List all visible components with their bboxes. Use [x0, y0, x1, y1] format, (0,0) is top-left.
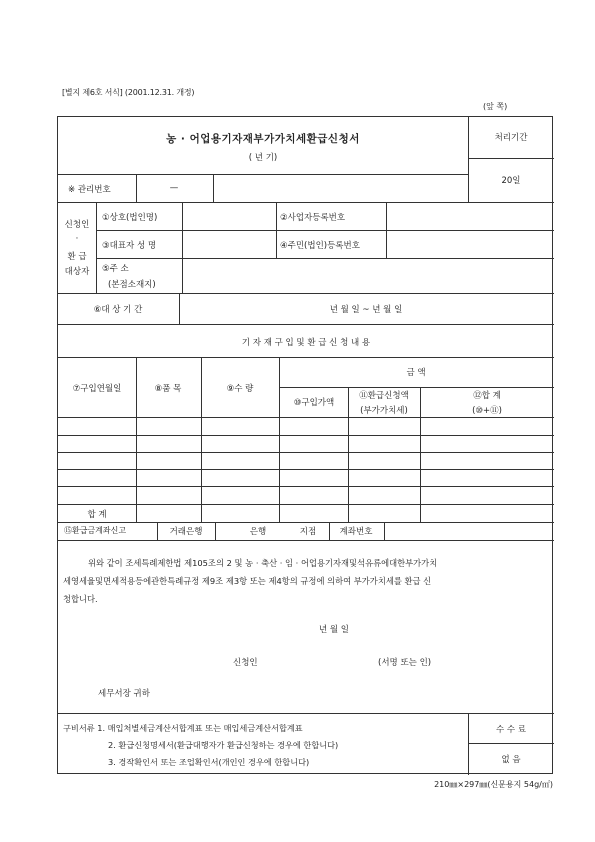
fee-value: 없 음 [501, 755, 521, 765]
col-purchase-price: ⑩구입가액 [293, 398, 335, 408]
documents-line-3: 3. 경작확인서 또는 조업확인서(개인인 경우에 한합니다) [108, 757, 310, 767]
branch-field: 지점 [299, 527, 317, 537]
address-label: ⑤주 소 [102, 264, 129, 274]
applicant-side-label-4: 대상자 [64, 267, 90, 277]
form-number: [별지 제6호 서식] (2001.12.31. 개정) [62, 88, 195, 97]
period-label: ( 년 기) [248, 153, 278, 163]
documents-line-2: 2. 환급신청명세서(환급대행자가 환급신청하는 경우에 한합니다) [108, 740, 339, 750]
application-date: 년 월 일 [318, 625, 350, 635]
total-row-label: 합 계 [87, 510, 107, 520]
target-period-label: ⑥대 상 기 간 [93, 305, 143, 315]
fee-label: 수 수 료 [495, 725, 527, 735]
signature-label: (서명 또는 인) [378, 658, 432, 668]
bank-field: 은행 [249, 527, 267, 537]
front-side-label: (앞 쪽) [483, 102, 508, 111]
addressee: 세무서장 귀하 [98, 689, 150, 699]
applicant-side-label-1: 신청인 [64, 220, 90, 230]
col-total: ⑫합 계 [473, 391, 501, 401]
applicant-side-label-3: 환 급 [67, 252, 87, 262]
col-item: ⑧품 목 [154, 384, 182, 394]
target-period-value: 년 월 일 ~ 년 월 일 [329, 305, 403, 315]
processing-value: 20일 [501, 176, 521, 186]
representative-label: ③대표자 성 명 [102, 241, 157, 251]
paper-spec: 210㎜×297㎜(신문용지 54g/㎡) [434, 780, 553, 789]
applicant-side-label-2: · [75, 234, 79, 244]
col-refund-amount: ⑪환급신청액 [359, 391, 409, 401]
resident-id-label: ④주민(법인)등록번호 [280, 241, 360, 251]
bank-label: 거래은행 [169, 527, 203, 537]
management-no-value: — [169, 183, 179, 193]
business-name-label: ①상호(법인명) [102, 213, 158, 223]
statement-line-2: 세영세율및면세적용등에관한특례규정 제9조 제3항 또는 제4항의 규정에 의하여 부가가치세를 환급 신 [63, 576, 432, 586]
statement-line-1: 위와 같이 조세특례제한법 제105조의 2 및 농 · 축산 · 임 · 어업용기자재및석유류에대한부가가치 [88, 558, 438, 568]
col-total-formula: (⑩+⑪) [472, 406, 502, 416]
documents-line-1: 구비서류 1. 매입처별세금계산서합계표 또는 매입세금계산서합계표 [63, 723, 303, 733]
section-title: 기 자 재 구 입 및 환 급 신 청 내 용 [241, 338, 371, 348]
form-frame [57, 116, 553, 774]
col-quantity: ⑨수 량 [226, 384, 254, 394]
refund-account-label: ⑮환급금계좌신고 [64, 526, 127, 535]
head-office-label: (본점소재지) [108, 280, 156, 290]
applicant-label: 신청인 [233, 658, 258, 668]
processing-label: 처리기간 [494, 133, 528, 143]
form-title: 농 · 어업용기자재부가가치세환급신청서 [166, 133, 360, 145]
col-refund-vat: (부가가치세) [360, 406, 408, 416]
col-purchase-date: ⑦구입연월일 [72, 384, 122, 394]
account-number-label: 계좌번호 [339, 527, 373, 537]
col-amount: 금 액 [406, 368, 426, 378]
management-no-label: ※ 관리번호 [68, 185, 111, 195]
business-reg-no-label: ②사업자등록번호 [280, 213, 346, 223]
statement-line-3: 청합니다. [63, 594, 98, 604]
